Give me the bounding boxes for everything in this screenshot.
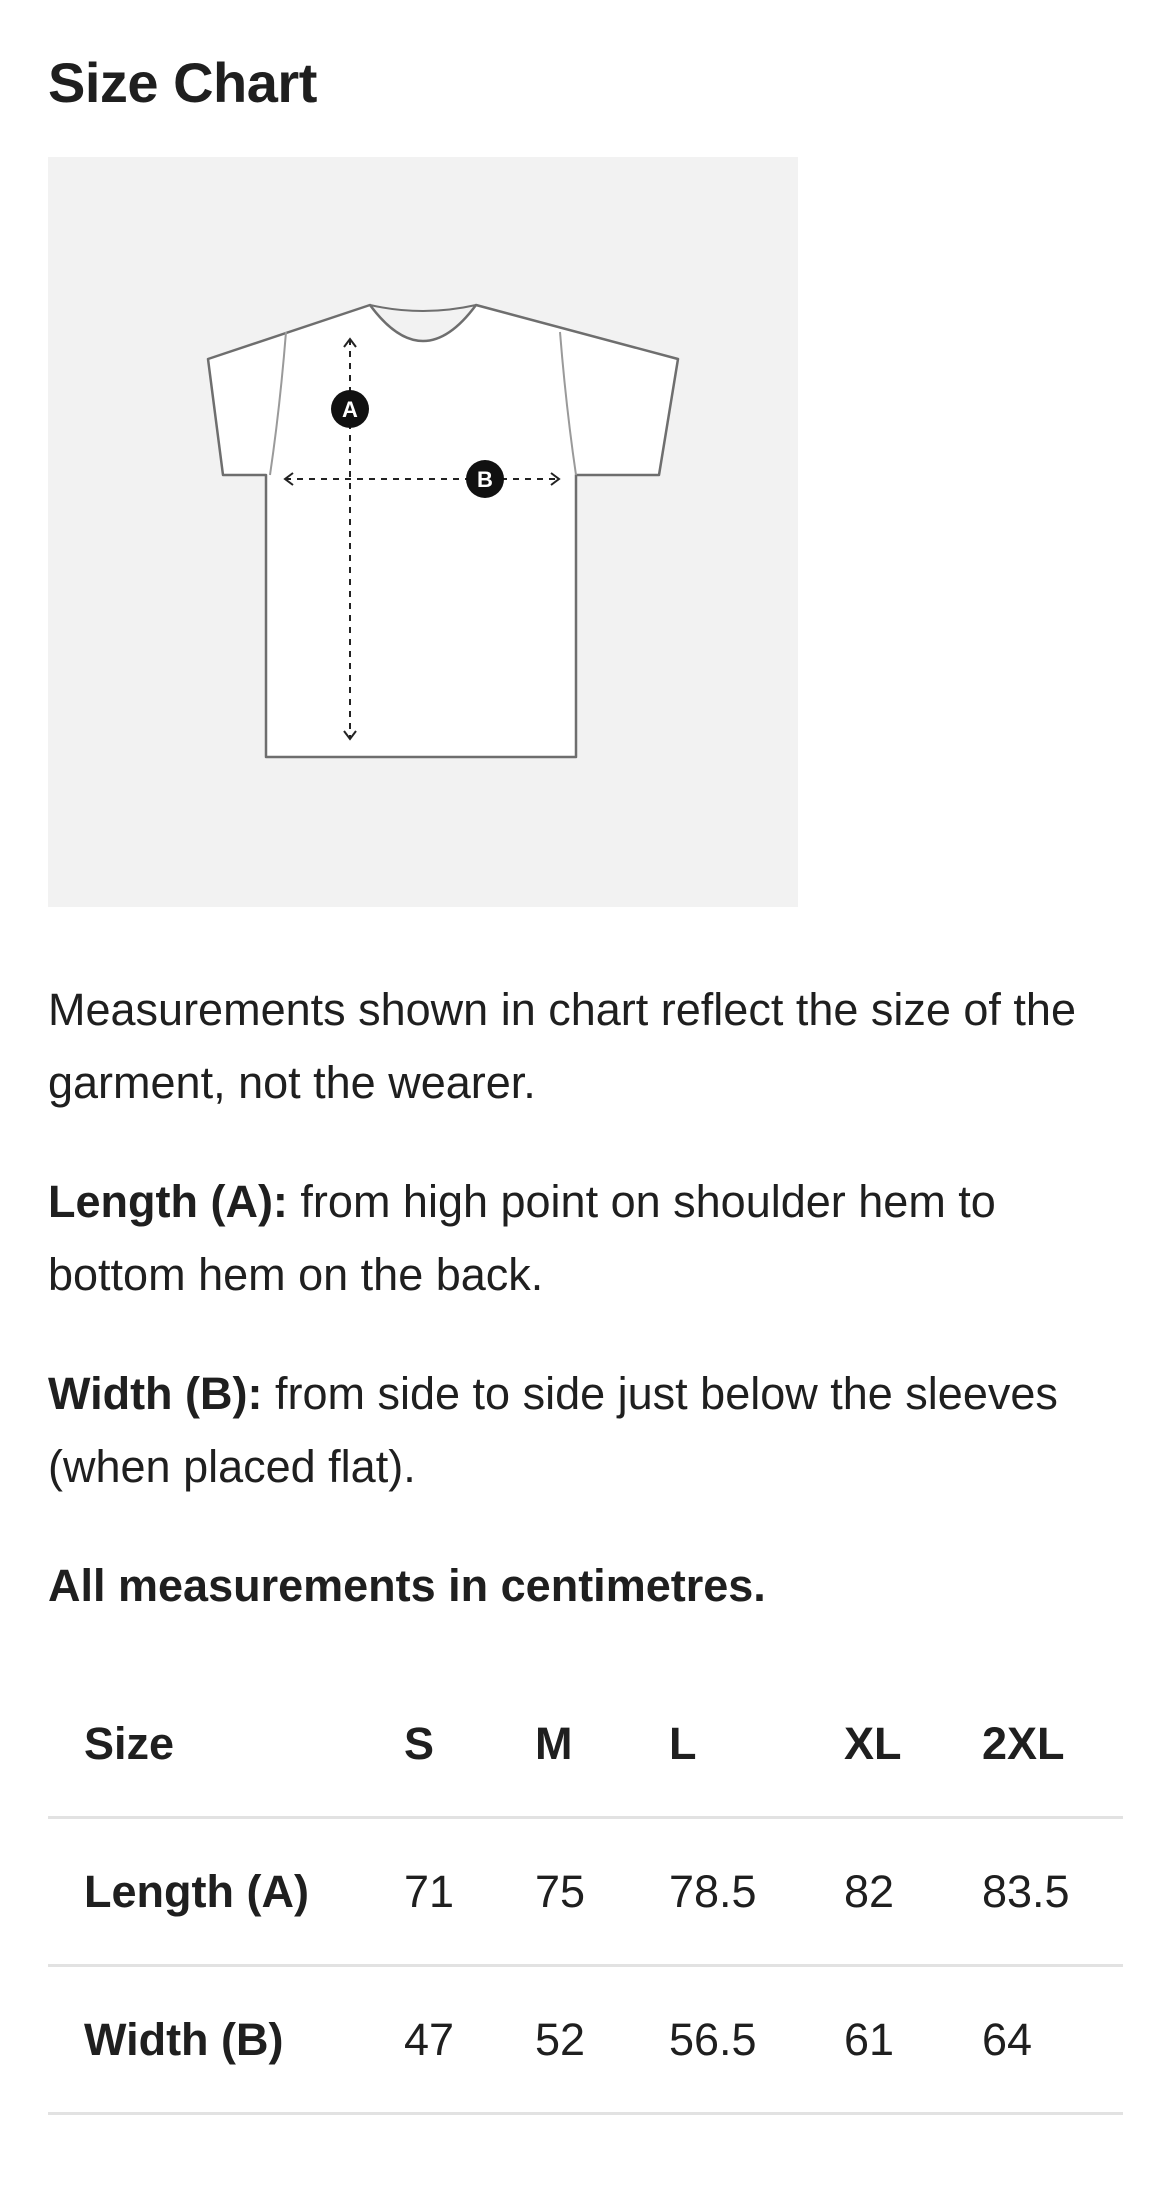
tshirt-outline	[208, 305, 678, 757]
tshirt-diagram-svg	[48, 157, 798, 907]
page-title: Size Chart	[48, 51, 317, 114]
header-s: S	[404, 1671, 535, 1818]
row-label: Width (B)	[48, 1966, 404, 2114]
units-note: All measurements in centimetres.	[48, 1560, 766, 1611]
length-description-label: Length (A):	[48, 1176, 288, 1227]
width-description-label: Width (B):	[48, 1368, 263, 1419]
length-description-text: from high point on shoulder hem to bottom hem on the back.	[48, 1176, 996, 1300]
table-cell: 75	[535, 1818, 669, 1966]
header-m: M	[535, 1671, 669, 1818]
table-cell: 52	[535, 1966, 669, 2114]
measurement-intro: Measurements shown in chart reflect the size of the garment, not the wearer.	[48, 984, 1076, 1108]
header-size: Size	[48, 1671, 404, 1818]
marker-b-label: B	[477, 467, 493, 492]
table-cell: 83.5	[982, 1818, 1123, 1966]
tshirt-neckline	[370, 305, 476, 311]
table-cell: 71	[404, 1818, 535, 1966]
marker-a-label: A	[342, 397, 358, 422]
table-cell: 78.5	[669, 1818, 844, 1966]
header-2xl: 2XL	[982, 1671, 1123, 1818]
table-cell: 82	[844, 1818, 982, 1966]
width-description	[48, 1357, 1128, 1503]
header-l: L	[669, 1671, 844, 1818]
width-description-text: from side to side just below the sleeves (when placed flat).	[48, 1368, 1058, 1492]
size-table	[48, 1671, 1123, 2115]
table-cell: 56.5	[669, 1966, 844, 2114]
tshirt-measurement-diagram	[48, 157, 798, 907]
size-table-header-row	[48, 1671, 1123, 1818]
table-cell: 64	[982, 1966, 1123, 2114]
row-label: Length (A)	[48, 1818, 404, 1966]
table-row-length	[48, 1818, 1123, 1966]
table-cell: 47	[404, 1966, 535, 2114]
length-description	[48, 1165, 1128, 1311]
table-cell: 61	[844, 1966, 982, 2114]
header-xl: XL	[844, 1671, 982, 1818]
table-row-width	[48, 1966, 1123, 2114]
